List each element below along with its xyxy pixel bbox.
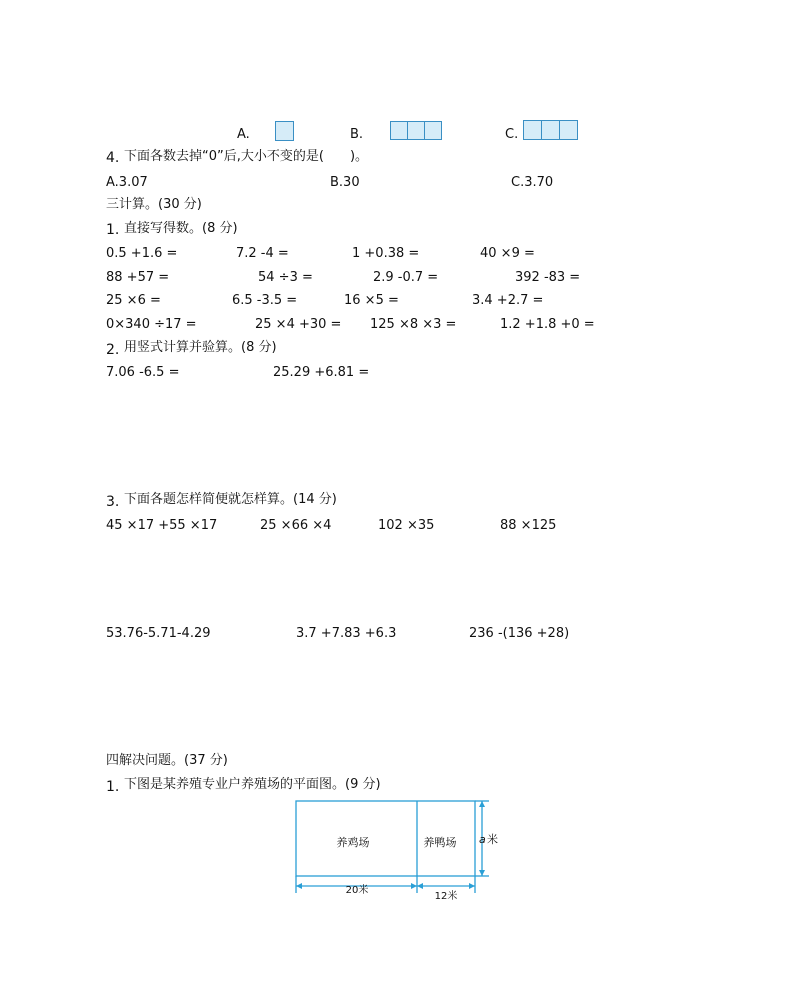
option-a-square-figure (275, 121, 294, 141)
q4-text: 下面各数去掉“0”后,大小不变的是( )。 (124, 149, 369, 164)
q4-option-a: A.3.07 (106, 175, 148, 190)
option-a-label: A. (237, 127, 250, 142)
calc-item: 16 ×5 = (344, 293, 399, 308)
calc-item: 25 ×4 +30 = (255, 317, 342, 332)
option-c-square-figure (523, 120, 578, 140)
vertical-calc-item: 7.06 -6.5 = (106, 365, 180, 380)
farm-plan-diagram (285, 795, 505, 905)
section4-sub1-number: 1. (106, 779, 120, 795)
calc-item: 7.2 -4 = (236, 246, 289, 261)
simplify-item: 236 -(136 +28) (469, 626, 570, 641)
section4-title: 四解决问题。(37 分) (106, 753, 228, 768)
section3-sub1-number: 1. (106, 222, 120, 238)
calc-item: 1 +0.38 = (352, 246, 420, 261)
q4-option-c: C.3.70 (511, 175, 554, 190)
calc-item: 6.5 -3.5 = (232, 293, 298, 308)
q4-number: 4. (106, 150, 120, 166)
calc-item: 0×340 ÷17 = (106, 317, 197, 332)
simplify-item: 102 ×35 (378, 518, 435, 533)
simplify-item: 88 ×125 (500, 518, 557, 533)
q4-option-b: B.30 (330, 175, 360, 190)
vertical-calc-item: 25.29 +6.81 = (273, 365, 370, 380)
calc-item: 88 +57 = (106, 270, 170, 285)
option-b-label: B. (350, 127, 364, 142)
height-unit: 米 (487, 833, 498, 846)
section3-sub2-number: 2. (106, 342, 120, 358)
calc-item: 1.2 +1.8 +0 = (500, 317, 595, 332)
right-width-label: 12米 (434, 891, 458, 902)
calc-item: 125 ×8 ×3 = (370, 317, 457, 332)
calc-item: 392 -83 = (515, 270, 581, 285)
simplify-item: 3.7 +7.83 +6.3 (296, 626, 397, 641)
simplify-item: 53.76-5.71-4.29 (106, 626, 211, 641)
option-c-label: C. (505, 127, 519, 142)
left-width-label: 20米 (345, 885, 369, 896)
calc-item: 0.5 +1.6 = (106, 246, 178, 261)
option-b-square-figure (390, 121, 442, 140)
chicken-farm-label: 养鸡场 (336, 836, 370, 849)
simplify-item: 45 ×17 +55 ×17 (106, 518, 218, 533)
duck-farm-label: 养鸭场 (423, 836, 457, 849)
calc-item: 3.4 +2.7 = (472, 293, 544, 308)
calc-item: 40 ×9 = (480, 246, 535, 261)
height-variable: a (479, 833, 486, 846)
section3-sub3-number: 3. (106, 494, 120, 510)
calc-item: 25 ×6 = (106, 293, 161, 308)
section3-sub2-text: 用竖式计算并验算。(8 分) (124, 340, 277, 355)
calc-item: 2.9 -0.7 = (373, 270, 439, 285)
section3-title: 三计算。(30 分) (106, 197, 202, 212)
section4-sub1-text: 下图是某养殖专业户养殖场的平面图。(9 分) (124, 777, 381, 792)
section3-sub3-text: 下面各题怎样简便就怎样算。(14 分) (124, 492, 337, 507)
calc-item: 54 ÷3 = (258, 270, 313, 285)
simplify-item: 25 ×66 ×4 (260, 518, 332, 533)
section3-sub1-text: 直接写得数。(8 分) (124, 221, 238, 236)
